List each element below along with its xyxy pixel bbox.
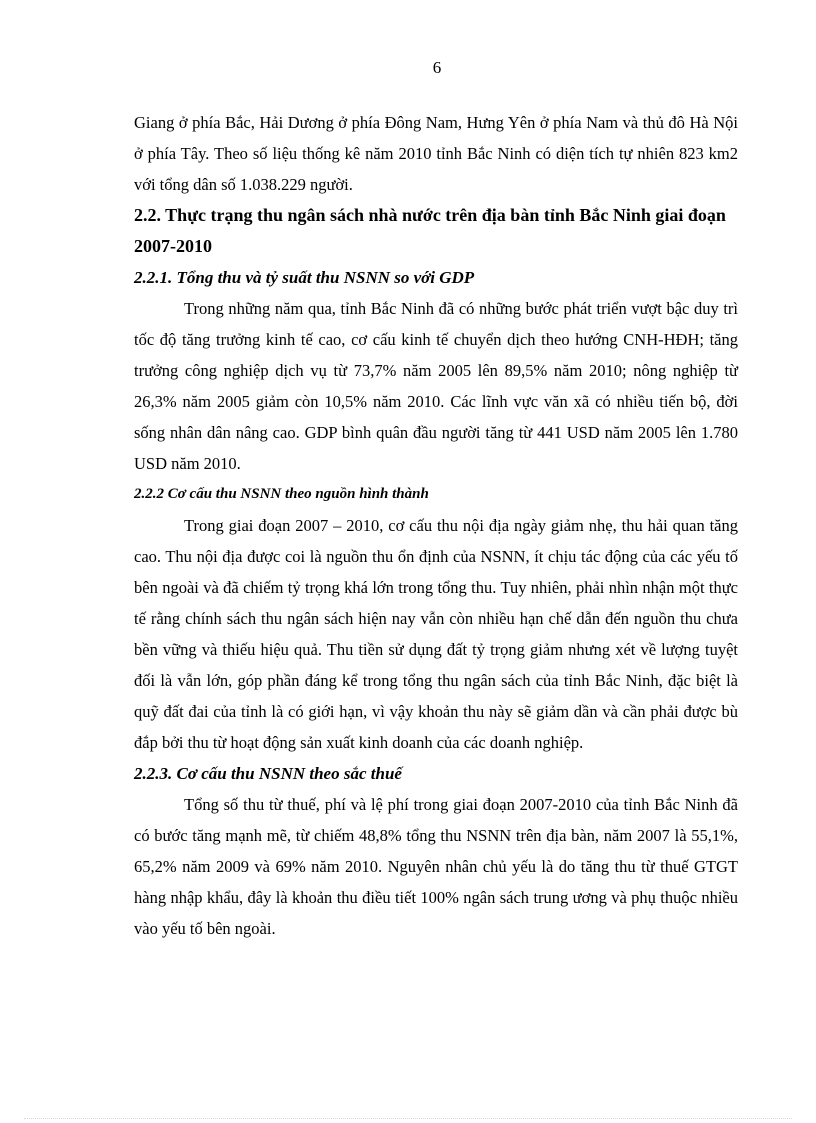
section-heading-2-2-1: 2.2.1. Tổng thu và tỷ suất thu NSNN so với GDP bbox=[134, 268, 475, 287]
intro-paragraph: Giang ở phía Bắc, Hải Dương ở phía Đông Nam, Hưng Yên ở phía Nam và thủ đô Hà Nội ở phía Tây. Theo số liệu thống kê năm 2010 tỉnh Bắc Ninh có diện tích tự nhiên 823 km2 với tổng dân số 1.038.229 người. bbox=[134, 113, 738, 194]
section-heading-2-2-2: 2.2.2 Cơ cấu thu NSNN theo nguồn hình thành bbox=[134, 486, 429, 502]
tax-paragraph: Tổng số thu từ thuế, phí và lệ phí trong giai đoạn 2007-2010 của tỉnh Bắc Ninh đã có bước tăng mạnh mẽ, từ chiếm 48,8% tổng thu NSNN trên địa bàn, năm 2007 là 55,1%, 65,2% năm 2009 và 69% năm 2010. Nguyên nhân chủ yếu là do tăng thu từ thuế GTGT hàng nhập khẩu, đây là khoản thu điều tiết 100% ngân sách trung ương và phụ thuộc nhiều vào yếu tố bên ngoài. bbox=[134, 795, 738, 938]
document-body bbox=[134, 107, 738, 944]
sources-paragraph: Trong giai đoạn 2007 – 2010, cơ cấu thu nội địa ngày giảm nhẹ, thu hải quan tăng cao. Thu nội địa được coi là nguồn thu ổn định của NSNN, ít chịu tác động của các yếu tố bên ngoài và đã chiếm tỷ trọng khá lớn trong tổng thu. Tuy nhiên, phải nhìn nhận một thực tế rằng chính sách thu ngân sách hiện nay vẫn còn nhiều hạn chế dẫn đến nguồn thu chưa bền vững và thiếu hiệu quả. Thu tiền sử dụng đất tỷ trọng giảm nhưng xét về lượng tuyệt đối là vẫn lớn, góp phần đáng kể trong tổng thu ngân sách của tỉnh Bắc Ninh, đặc biệt là quỹ đất đai của tỉnh là có giới hạn, vì vậy khoản thu này sẽ giảm dần và cần phải được bù đắp bởi thu từ hoạt động sản xuất kinh doanh của các doanh nghiệp. bbox=[134, 516, 738, 752]
section-heading-2-2: 2.2. Thực trạng thu ngân sách nhà nước trên địa bàn tỉnh Bắc Ninh giai đoạn 2007-2010 bbox=[134, 205, 726, 256]
page-bottom-divider bbox=[24, 1118, 792, 1119]
page-number: 6 bbox=[432, 58, 442, 77]
gdp-paragraph: Trong những năm qua, tỉnh Bắc Ninh đã có những bước phát triển vượt bậc duy trì tốc độ tăng trưởng kinh tế cao, cơ cấu kinh tế chuyển dịch theo hướng CNH-HĐH; tăng trưởng công nghiệp dịch vụ từ 73,7% năm 2005 lên 89,5% năm 2010; nông nghiệp từ 26,3% năm 2005 giảm còn 10,5% năm 2010. Các lĩnh vực văn xã có nhiều tiến bộ, đời sống nhân dân nâng cao. GDP bình quân đầu người tăng từ 441 USD năm 2005 lên 1.780 USD năm 2010. bbox=[134, 299, 738, 473]
section-heading-2-2-3: 2.2.3. Cơ cấu thu NSNN theo sắc thuế bbox=[134, 764, 402, 783]
